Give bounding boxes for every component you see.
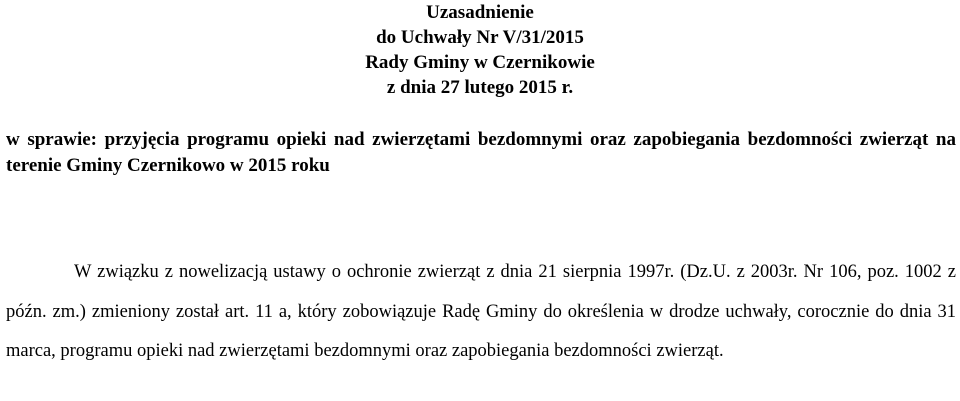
resolution-number: do Uchwały Nr V/31/2015 (376, 27, 584, 48)
document-subject: w sprawie: przyjęcia programu opieki nad zwierzętami bezdomnymi oraz zapobiegania bezdomności zwierząt na terenie Gminy Czernikowo w 2015 roku (6, 129, 956, 176)
resolution-date: z dnia 27 lutego 2015 r. (386, 77, 574, 98)
council-name: Rady Gminy w Czernikowie (365, 52, 595, 73)
document-header (0, 0, 960, 100)
document-title: Uzasadnienie (426, 2, 534, 23)
justification-paragraph: W związku z nowelizacją ustawy o ochronie zwierząt z dnia 21 sierpnia 1997r. (Dz.U. z 2003r. Nr 106, poz. 1002 z późn. zm.) zmieniony został art. 11 a, który zobowiązuje Radę Gminy do określenia w drodze uchwały, corocznie do dnia 31 marca, programu opieki nad zwierzętami bezdomnymi oraz zapobiegania bezdomności zwierząt. (6, 262, 956, 361)
